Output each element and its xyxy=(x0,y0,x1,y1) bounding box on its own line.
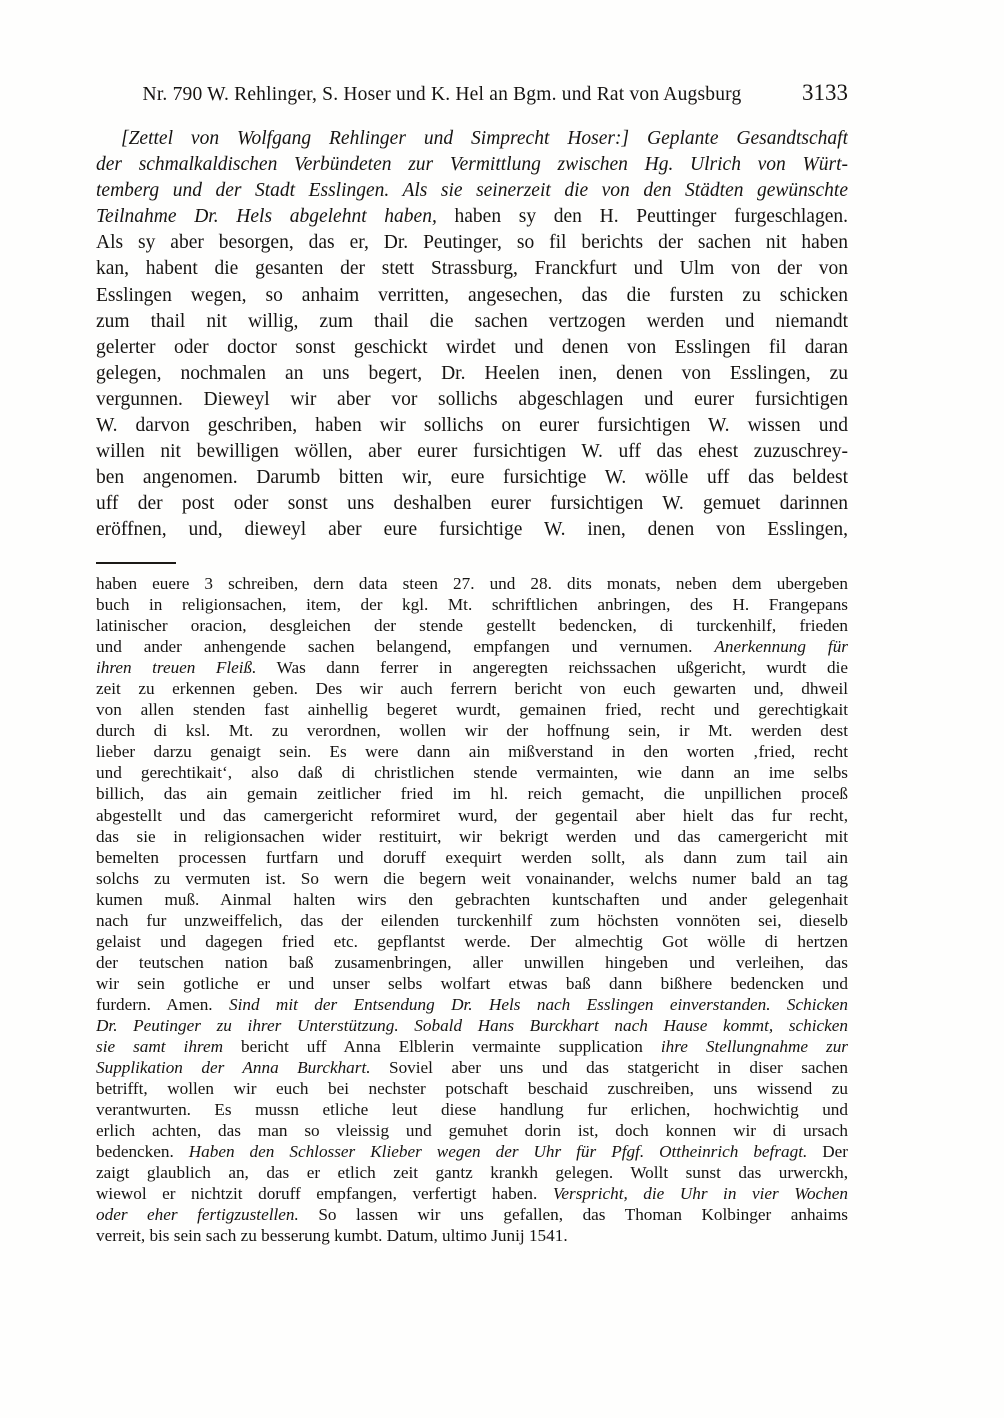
roman-text-run: nach fur unzweiffelich, das der eilenden turckenhilf zum höchsten vonnöten sei, dieselb xyxy=(96,910,848,930)
roman-text-run: und ander anhengende sachen belangend, empfangen und vernumen. xyxy=(96,637,715,657)
italic-text-run: Verspricht, die Uhr in vier Wochen xyxy=(552,1184,848,1204)
footnote-separator-rule xyxy=(96,562,176,564)
text-line xyxy=(96,1204,848,1225)
text-line xyxy=(96,1057,848,1078)
text-line xyxy=(96,256,848,282)
roman-text-run: und gerechtikait‘, also daß di christlichen stende vermainten, wie dann an ime selbs xyxy=(96,763,848,783)
roman-text-run: willen nit bewilligen wöllen, aber eurer fursichtigen W. uff das ehest zuzuschrey- xyxy=(96,441,848,463)
roman-text-run: buch in religionsachen, item, der kgl. Mt. schriftlichen anbringen, des H. Frangepans xyxy=(96,595,848,615)
text-line xyxy=(96,1120,848,1141)
italic-text-run: ihren treuen Fleiß. xyxy=(96,658,257,678)
roman-text-run: haben euere 3 schreiben, dern data steen 27. und 28. dits monats, neben dem ubergeben xyxy=(96,574,848,593)
text-line xyxy=(96,1078,848,1099)
text-line xyxy=(96,178,848,204)
text-line xyxy=(96,387,848,413)
roman-text-run: solchs zu vermuten ist. So wern die begern weit vonainander, welchs numer bald an tag xyxy=(96,868,848,888)
running-head xyxy=(96,82,848,108)
text-line xyxy=(96,678,848,699)
text-line xyxy=(96,230,848,256)
italic-text-run: Dr. Peutinger zu ihrer Unterstützung. Sobald Hans Burckhart nach Hause kommt, schicken xyxy=(96,1015,848,1035)
italic-text-run: oder eher fertigzustellen. xyxy=(96,1205,299,1225)
text-line xyxy=(96,657,848,678)
roman-text-run: Der xyxy=(807,1142,848,1162)
roman-text-run: bemelten processen furtfarn und doruff exequirt werden sollt, als dann zum tail ain xyxy=(96,847,848,867)
text-line xyxy=(96,1183,848,1204)
text-line xyxy=(96,491,848,517)
roman-text-run: latinischer oracion, desgleichen der stende gestellt bedencken, di turckenhilf, frieden xyxy=(96,616,848,636)
text-line xyxy=(96,573,848,594)
roman-text-run: das sie in religionsachen wider restituirt, wir bekrigt werden und das camergericht mit xyxy=(96,826,848,846)
italic-text-run: sie samt ihrem xyxy=(96,1037,242,1057)
text-line xyxy=(96,783,848,804)
text-line xyxy=(96,741,848,762)
roman-text-run: lieber darzu genaigt sein. Es were dann ain mißverstand in den worten ‚fried, recht xyxy=(96,742,848,762)
italic-text-run: Haben den Schlosser Klieber wegen der Uhr für Pfgf. Ottheinrich befragt. xyxy=(188,1142,808,1162)
text-line xyxy=(96,413,848,439)
text-line xyxy=(96,868,848,889)
italic-text-run: [Zettel von Wolfgang Rehlinger und Simprecht Hoser:] Geplante Gesandtschaft xyxy=(121,128,848,149)
roman-text-run: der teutschen nation baß zusamenbringen, aller unwillen hingeben und verleihen, das xyxy=(96,952,848,972)
text-line xyxy=(96,309,848,335)
roman-text-run: Esslingen wegen, so anhaim verritten, angesechen, das die fursten zu schicken xyxy=(96,284,848,306)
roman-text-run: Als sy aber besorgen, das er, Dr. Peutinger, so fil berichts der sachen nit haben xyxy=(96,232,848,254)
text-line xyxy=(96,1141,848,1162)
roman-text-run: verreit, bis sein sach zu besserung kumbt. Datum, ultimo Junij 1541. xyxy=(96,1226,568,1246)
roman-text-run: eröffnen, und, dieweyl aber eure fursichtige W. inen, denen von Esslingen, xyxy=(96,519,848,541)
text-line xyxy=(96,465,848,491)
roman-text-run: uff der post oder sonst uns deshalben eurer fursichtigen W. gemuet darinnen xyxy=(96,493,848,515)
roman-text-run: verantwurten. Es mussn etliche leut diese handlung fur erlichen, hochwichtig und xyxy=(96,1100,848,1120)
roman-text-run: betrifft, wollen wir euch bei nechster potschaft beschaid zuschreiben, uns wissend zu xyxy=(96,1079,848,1099)
main-text-paragraph xyxy=(96,126,848,544)
text-line xyxy=(96,994,848,1015)
roman-text-run: wiewol er nichtzit doruff empfangen, verfertigt haben. xyxy=(96,1184,553,1204)
text-line xyxy=(96,615,848,636)
text-line xyxy=(96,1015,848,1036)
roman-text-run: zeit zu erkennen geben. Des wir auch ferrern bericht von euch gewarten und, dhweil xyxy=(96,679,848,699)
roman-text-run: gelerter oder doctor sonst geschickt wirdet und denen von Esslingen fil daran xyxy=(96,336,848,358)
text-line xyxy=(96,1225,848,1246)
roman-text-run: abgestellt und das camergericht reformiret wurd, der gegentail aber hielt das fur recht, xyxy=(96,805,848,825)
text-line xyxy=(96,910,848,931)
roman-text-run: erlich achten, das man so vleissig und gemuhet dorin ist, doch konnen wir di ursach xyxy=(96,1121,848,1141)
roman-text-run: bericht uff Anna Elblerin vermainte supplication xyxy=(241,1037,661,1057)
text-line xyxy=(96,973,848,994)
italic-text-run: ihre Stellungnahme zur xyxy=(660,1037,848,1057)
text-line xyxy=(96,1036,848,1057)
text-line xyxy=(96,204,848,230)
italic-text-run: temberg und der Stadt Esslingen. Als sie seinerzeit die von den Städten gewünschte xyxy=(96,180,848,202)
text-line xyxy=(96,952,848,973)
roman-text-run: kumen muß. Ainmal halten wirs den gebrachten kuntschaften und ander gelegenhait xyxy=(96,889,848,909)
roman-text-run: W. darvon geschriben, haben wir sollichs on eurer fursichtigen W. wissen und xyxy=(96,415,848,437)
text-line xyxy=(96,594,848,615)
text-line xyxy=(96,126,848,152)
text-line xyxy=(96,720,848,741)
text-line xyxy=(96,1099,848,1120)
italic-text-run: Supplikation der Anna Burckhart. xyxy=(96,1058,371,1078)
italic-text-run: der schmalkaldischen Verbündeten zur Vermittlung zwischen Hg. Ulrich von Würt- xyxy=(96,154,848,176)
roman-text-run: vergunnen. Dieweyl wir aber vor sollichs abgeschlagen und eurer fursichtigen xyxy=(96,388,848,410)
text-line xyxy=(96,826,848,847)
roman-text-run: von allen stenden fast ainhellig begeret wurdt, gemainen fried, recht und gerechtigkait xyxy=(96,700,848,720)
italic-text-run: Sind mit der Entsendung Dr. Hels nach Esslingen einverstanden. Schicken xyxy=(229,994,848,1014)
text-line xyxy=(96,699,848,720)
text-line xyxy=(96,805,848,826)
text-line xyxy=(96,517,848,543)
roman-text-run: furdern. Amen. xyxy=(96,994,229,1014)
roman-text-run: zum thail nit willig, zum thail die sachen vertzogen werden und niemandt xyxy=(96,310,848,332)
roman-text-run: billich, das ain gemain zeitlicher fried im hl. reich gemacht, die unpillichen proceß xyxy=(96,784,848,804)
footnote-text-paragraph xyxy=(96,573,848,1247)
roman-text-run: durch di ksl. Mt. zu verordnen, wollen wir der hoffnung sein, ir Mt. werden dest xyxy=(96,721,848,741)
text-line xyxy=(96,1162,848,1183)
roman-text-run: bedencken. xyxy=(96,1142,189,1162)
roman-text-run: gelegen, nochmalen an uns begert, Dr. Heelen inen, denen von Esslingen, zu xyxy=(96,362,848,384)
roman-text-run: zaigt glaublich an, das er etlich zeit gantz krankh gelegen. Wollt sunst das urwerckh, xyxy=(96,1163,848,1183)
roman-text-run: Soviel aber uns und das statgericht in diser sachen xyxy=(370,1058,848,1078)
roman-text-run: kan, habent die gesanten der stett Strassburg, Franckfurt und Ulm von der von xyxy=(96,258,848,280)
text-line xyxy=(96,283,848,309)
text-line xyxy=(96,847,848,868)
italic-text-run: Anerkennung für xyxy=(714,637,848,657)
text-line xyxy=(96,152,848,178)
text-line xyxy=(96,931,848,952)
text-line xyxy=(96,361,848,387)
roman-text-run: ben angenomen. Darumb bitten wir, eure fursichtige W. wölle uff das beldest xyxy=(96,467,848,489)
text-line xyxy=(96,762,848,783)
roman-text-run: haben sy den H. Peuttinger furgeschlagen. xyxy=(436,206,848,228)
roman-text-run: gelaist und dagegen fried etc. gepflantst werde. Der almechtig Got wölle di hertzen xyxy=(96,931,848,951)
roman-text-run: wir sein gotliche er und unser selbs wolfart etwas baß dann bißhere bedencken und xyxy=(96,973,848,993)
running-head-title: Nr. 790 W. Rehlinger, S. Hoser und K. Hel an Bgm. und Rat von Augsburg xyxy=(142,84,742,105)
text-line xyxy=(96,889,848,910)
italic-text-run: Teilnahme Dr. Hels abgelehnt haben, xyxy=(96,206,437,228)
text-line xyxy=(96,439,848,465)
roman-text-run: Was dann ferrer in angeregten reichssachen ußgericht, wurdt die xyxy=(256,658,848,678)
roman-text-run: So lassen wir uns gefallen, das Thoman Kolbinger anhaims xyxy=(298,1205,848,1225)
text-line xyxy=(96,335,848,361)
text-line xyxy=(96,636,848,657)
page-number: 3133 xyxy=(802,80,848,105)
